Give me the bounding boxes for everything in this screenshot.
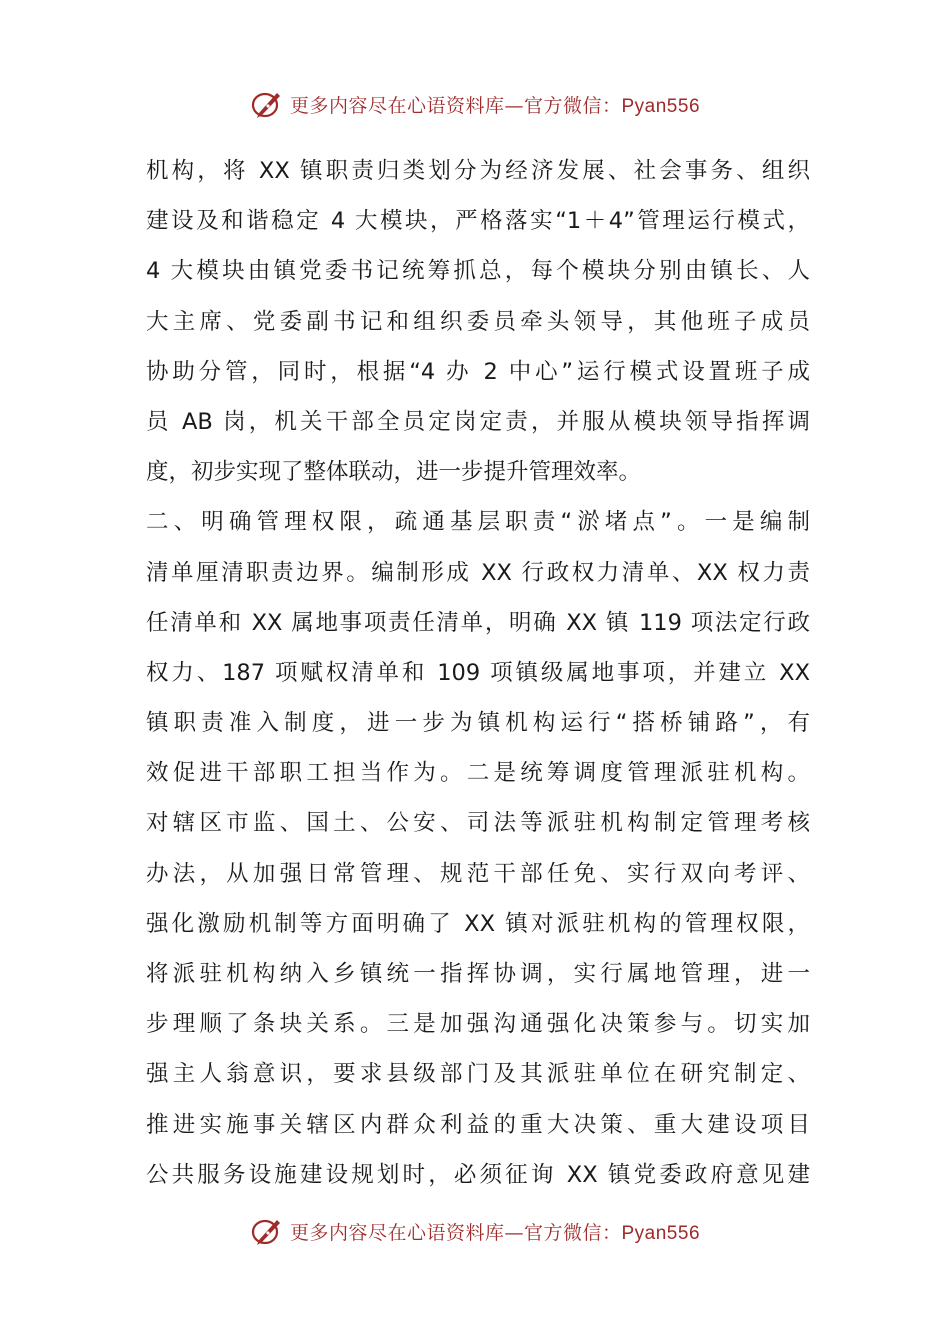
- footer-watermark: [0, 1211, 950, 1251]
- body-line: 二、明确管理权限，疏通基层职责“淤堵点”。一是编制: [146, 509, 810, 536]
- body-line: 员 AB 岗，机关干部全员定岗定责，并服从模块领导指挥调: [146, 408, 810, 435]
- body-line: 对辖区市监、国土、公安、司法等派驻机构制定管理考核: [146, 810, 810, 837]
- body-line: 步理顺了条块关系。三是加强沟通强化决策参与。切实加: [146, 1011, 810, 1038]
- body-line: 镇职责准入制度，进一步为镇机构运行“搭桥铺路”，有: [146, 710, 810, 737]
- watermark-text: [290, 1218, 700, 1245]
- document-body: [146, 146, 810, 1200]
- pen-logo-icon: [250, 87, 284, 121]
- watermark-text: [290, 91, 700, 118]
- body-line: 机构，将 XX 镇职责归类划分为经济发展、社会事务、组织: [146, 158, 810, 184]
- body-line: 强主人翁意识，要求县级部门及其派驻单位在研究制定、: [146, 1061, 810, 1088]
- body-line: 大主席、党委副书记和组织委员牵头领导，其他班子成员: [146, 308, 810, 335]
- body-line: 协助分管，同时，根据“4 办 2 中心”运行模式设置班子成: [146, 358, 810, 385]
- header-watermark: [0, 84, 950, 124]
- watermark-handle: Pyan556: [621, 95, 701, 117]
- watermark-label: 更多内容尽在心语资料库—官方微信：: [289, 94, 622, 117]
- body-line: 建设及和谐稳定 4 大模块，严格落实“1＋4”管理运行模式，: [146, 208, 810, 235]
- pen-logo-icon: [250, 1214, 284, 1248]
- body-line: 度，初步实现了整体联动，进一步提升管理效率。: [146, 459, 642, 486]
- body-line: 公共服务设施建设规划时，必须征询 XX 镇党委政府意见建: [146, 1161, 810, 1188]
- body-line: 4 大模块由镇党委书记统筹抓总，每个模块分别由镇长、人: [146, 258, 810, 285]
- body-line: 办法，从加强日常管理、规范干部任免、实行双向考评、: [146, 860, 810, 887]
- body-line: 将派驻机构纳入乡镇统一指挥协调，实行属地管理，进一: [146, 961, 810, 987]
- body-line: 任清单和 XX 属地事项责任清单，明确 XX 镇 119 项法定行政: [146, 609, 810, 636]
- body-line: 清单厘清职责边界。编制形成 XX 行政权力清单、XX 权力责: [146, 559, 810, 586]
- body-line: 效促进干部职工担当作为。二是统筹调度管理派驻机构。: [146, 760, 810, 787]
- watermark-label: 更多内容尽在心语资料库—官方微信：: [289, 1221, 622, 1244]
- body-line: 权力、187 项赋权清单和 109 项镇级属地事项，并建立 XX: [146, 659, 810, 686]
- body-line: 推进实施事关辖区内群众利益的重大决策、重大建设项目: [146, 1111, 810, 1138]
- watermark-handle: Pyan556: [621, 1222, 701, 1244]
- body-line: 强化激励机制等方面明确了 XX 镇对派驻机构的管理权限，: [146, 910, 810, 937]
